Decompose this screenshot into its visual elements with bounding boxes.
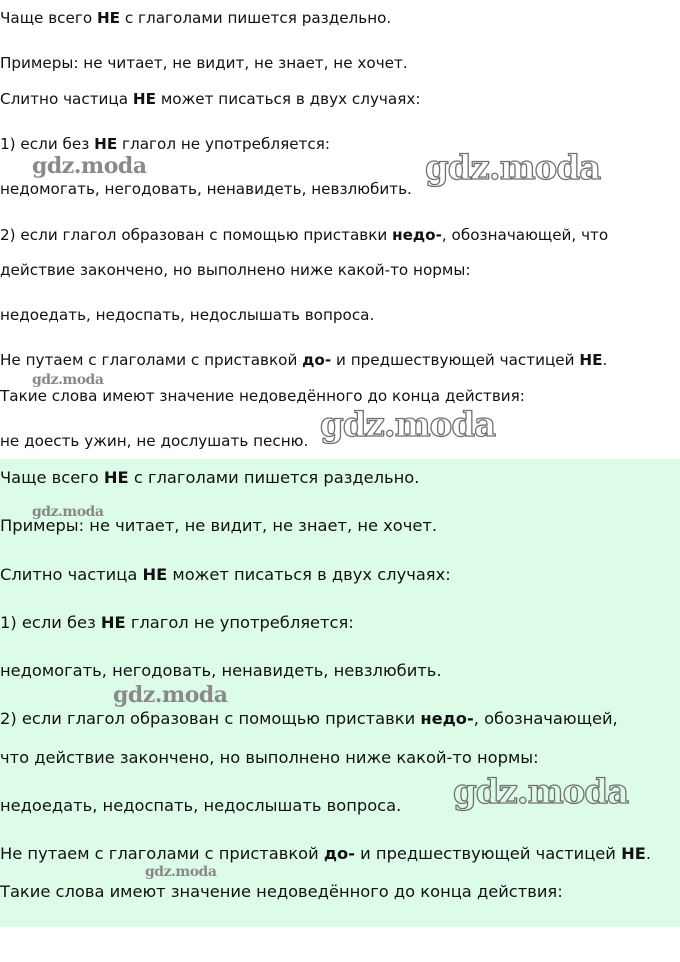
text-line: недоедать, недоспать, недослышать вопроса. [0, 796, 402, 815]
rule-text-block-2 [0, 459, 680, 927]
text-line: недомогать, негодовать, ненавидеть, невзлюбить. [0, 661, 442, 680]
text-line: недомогать, негодовать, ненавидеть, невзлюбить. [0, 180, 412, 198]
text-line: Примеры: не читает, не видит, не знает, не хочет. [0, 54, 408, 72]
watermark: gdz.moda [145, 864, 217, 880]
watermark: gdz.moda [453, 772, 629, 812]
text-line: 2) если глагол образован с помощью приставки недо-, обозначающей, [0, 709, 618, 728]
watermark: gdz.moda [32, 153, 147, 179]
text-line: действие закончено, но выполнено ниже какой-то нормы: [0, 261, 471, 279]
text-line: Примеры: не читает, не видит, не знает, не хочет. [0, 516, 438, 535]
text-line: 1) если без НЕ глагол не употребляется: [0, 135, 331, 153]
watermark: gdz.moda [32, 372, 104, 388]
watermark: gdz.moda [425, 148, 601, 188]
watermark: gdz.moda [320, 405, 496, 445]
watermark: gdz.moda [113, 682, 228, 708]
text-line: не доесть ужин, не дослушать песню. [0, 432, 309, 450]
text-line: Чаще всего НЕ с глаголами пишется раздельно. [0, 9, 392, 27]
text-line: 1) если без НЕ глагол не употребляется: [0, 613, 354, 632]
text-line: Слитно частица НЕ может писаться в двух случаях: [0, 90, 421, 108]
text-line: Такие слова имеют значение недоведённого до конца действия: [0, 882, 563, 901]
text-line: 2) если глагол образован с помощью приставки недо-, обозначающей, что [0, 226, 609, 244]
text-line: Такие слова имеют значение недоведённого до конца действия: [0, 387, 525, 405]
text-line: недоедать, недоспать, недослышать вопроса. [0, 306, 375, 324]
text-line: Не путаем с глаголами с приставкой до- и предшествующей частицей НЕ. [0, 351, 608, 369]
text-line: что действие закончено, но выполнено ниже какой-то нормы: [0, 748, 539, 767]
watermark: gdz.moda [32, 504, 104, 520]
text-line: Слитно частица НЕ может писаться в двух случаях: [0, 565, 451, 584]
text-line: Чаще всего НЕ с глаголами пишется раздельно. [0, 468, 420, 487]
text-line: Не путаем с глаголами с приставкой до- и предшествующей частицей НЕ. [0, 844, 651, 863]
